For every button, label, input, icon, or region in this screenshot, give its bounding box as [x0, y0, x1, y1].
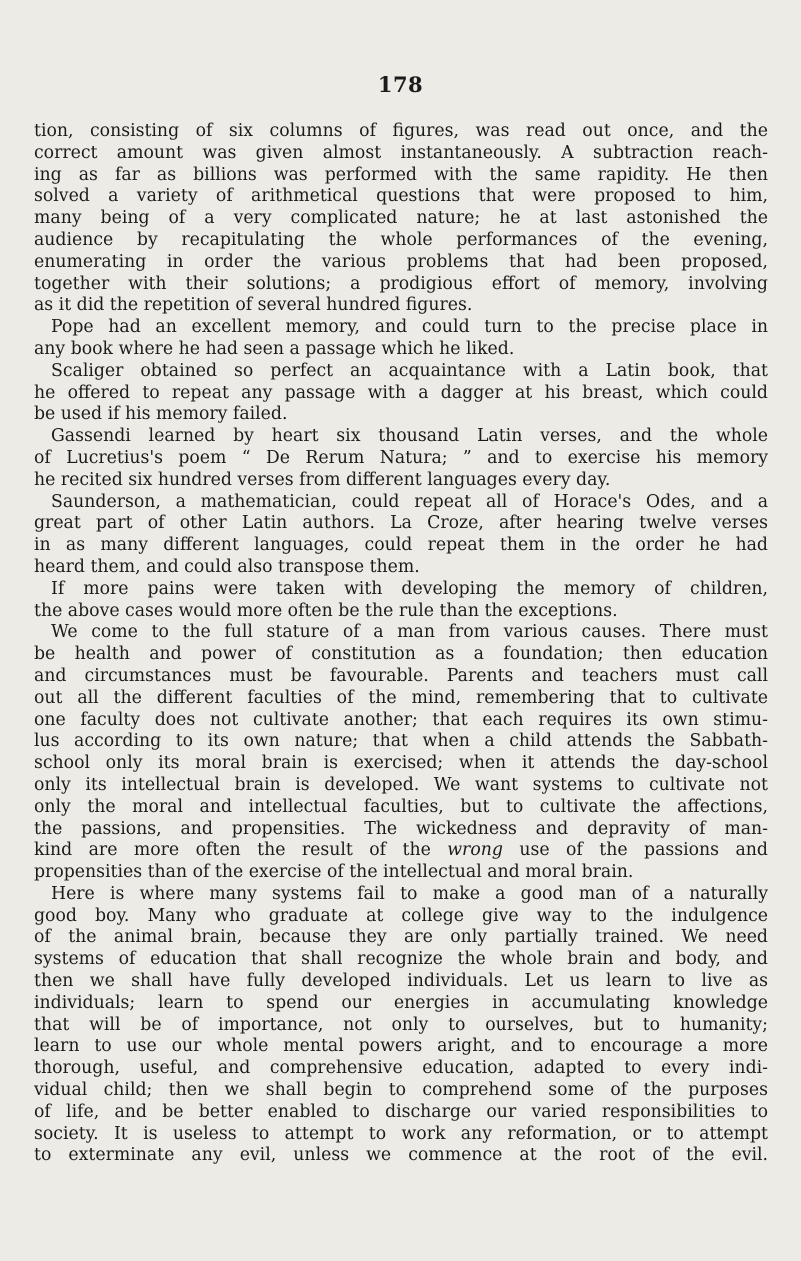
body-text: [34, 121, 768, 1167]
text-line: Pope had an excellent memory, and could turn to the precise place in: [51, 317, 768, 338]
page-number: 178: [377, 72, 424, 97]
text-line: that will be of importance, not only to ourselves, but to humanity;: [34, 1014, 768, 1035]
text-line: and circumstances must be favourable. Parents and teachers must call: [34, 665, 768, 686]
text-line: systems of education that shall recognize the whole brain and body, and: [34, 949, 768, 970]
text-line: many being of a very complicated nature; he at last astonished the: [34, 208, 768, 229]
text-line: kind are more often the result of the wrong use of the passions and: [34, 840, 768, 861]
text-line: If more pains were taken with developing the memory of children,: [51, 578, 768, 599]
text-line: propensities than of the exercise of the intellectual and moral brain.: [34, 862, 634, 883]
text-line: be health and power of constitution as a foundation; then education: [34, 644, 768, 665]
text-line: vidual child; then we shall begin to comprehend some of the purposes: [34, 1080, 768, 1101]
text-line: of the animal brain, because they are only partially trained. We need: [34, 927, 768, 948]
text-line: he offered to repeat any passage with a dagger at his breast, which could: [34, 382, 768, 403]
text-line: in as many different languages, could repeat them in the order he had: [34, 535, 768, 556]
text-line: Here is where many systems fail to make a good man of a naturally: [51, 883, 768, 904]
text-line: lus according to its own nature; that when a child attends the Sabbath-: [34, 731, 768, 752]
text-line: be used if his memory failed.: [34, 404, 288, 425]
text-line: the passions, and propensities. The wickedness and depravity of man-: [34, 818, 768, 839]
text-line: then we shall have fully developed individuals. Let us learn to live as: [34, 971, 768, 992]
text-line: one faculty does not cultivate another; that each requires its own stimu-: [34, 709, 768, 730]
text-line: correct amount was given almost instantaneously. A subtraction reach-: [34, 142, 768, 163]
text-line: he recited six hundred verses from different languages every day.: [34, 469, 611, 490]
text-line: great part of other Latin authors. La Croze, after hearing twelve verses: [34, 513, 768, 534]
emphasis: wrong: [447, 840, 503, 861]
text-line: good boy. Many who graduate at college give way to the indulgence: [34, 905, 768, 926]
text-line: tion, consisting of six columns of figures, was read out once, and the: [34, 121, 768, 141]
text-line: Gassendi learned by heart six thousand Latin verses, and the whole: [51, 426, 768, 447]
text-line: We come to the full stature of a man from various causes. There must: [51, 622, 768, 643]
text-line: to exterminate any evil, unless we commence at the root of the evil.: [34, 1145, 768, 1166]
text-line: audience by recapitulating the whole performances of the evening,: [34, 229, 768, 250]
text-line: learn to use our whole mental powers aright, and to encourage a more: [34, 1036, 768, 1057]
text-line: together with their solutions; a prodigious effort of memory, involving: [34, 273, 768, 294]
text-line: solved a variety of arithmetical questions that were proposed to him,: [34, 186, 768, 207]
text-line: out all the different faculties of the mind, remembering that to cultivate: [34, 687, 768, 708]
text-line: of Lucretius's poem “ De Rerum Natura; ” and to exercise his memory: [34, 447, 768, 468]
text-line: only its intellectual brain is developed. We want systems to cultivate not: [34, 774, 768, 795]
text-line: heard them, and could also transpose them.: [34, 556, 420, 577]
text-line: ing as far as billions was performed with the same rapidity. He then: [34, 164, 768, 185]
text-line: thorough, useful, and comprehensive education, adapted to every indi-: [34, 1058, 768, 1079]
text-line: of life, and be better enabled to discharge our varied responsibilities to: [34, 1101, 768, 1122]
text-line: only the moral and intellectual faculties, but to cultivate the affections,: [34, 796, 768, 817]
text-line: school only its moral brain is exercised; when it attends the day-school: [34, 753, 768, 774]
text-line: enumerating in order the various problems that had been proposed,: [34, 251, 768, 272]
text-line: any book where he had seen a passage which he liked.: [34, 338, 515, 359]
text-line: society. It is useless to attempt to work any reformation, or to attempt: [34, 1123, 768, 1144]
text-line: individuals; learn to spend our energies in accumulating knowledge: [34, 992, 768, 1013]
text-line: Saunderson, a mathematician, could repeat all of Horace's Odes, and a: [51, 491, 768, 512]
text-line: Scaliger obtained so perfect an acquaintance with a Latin book, that: [51, 360, 768, 381]
text-line: as it did the repetition of several hundred figures.: [34, 295, 473, 316]
text-line: the above cases would more often be the rule than the exceptions.: [34, 600, 618, 621]
